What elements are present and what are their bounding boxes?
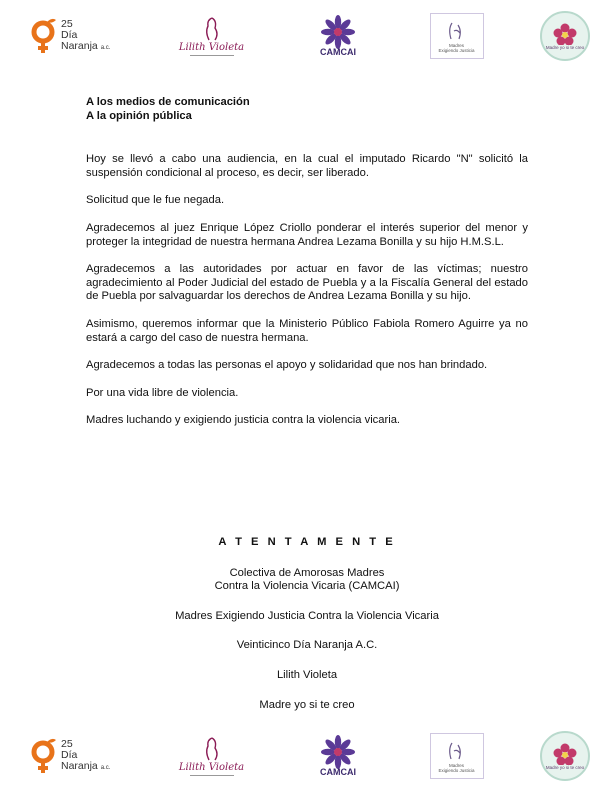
logo-camcai [303,15,373,57]
logo-yosi-caption: Madre yo si te creo [545,764,585,770]
orange-venus-icon [30,17,58,55]
logo-madres-caption-1: Madres [448,43,464,48]
logo-25-naranja: Naranja [61,759,98,772]
logo-madres-caption-2: Exigiendo Justicia [438,48,475,53]
logo-madres-caption-1: Madres [448,763,464,768]
logo-lilith-underline [190,55,234,56]
logo-madres-exigiendo-justicia [430,13,484,59]
paragraph-slogan: Por una vida libre de violencia. [86,386,239,399]
logo-camcai-name: CAMCAI [320,47,356,57]
header-logos [30,10,590,62]
signatory-25-dia-naranja: Veinticinco Día Naranja A.C. [236,639,378,652]
signatory-camcai-line-1: Colectiva de Amorosas Madres [229,566,385,579]
flower-icon [553,23,577,45]
logo-lilith-script: Lilith Violeta [178,42,245,53]
paragraph-mothers: Madres luchando y exigiendo justicia contra la violencia vicaria. [86,414,401,427]
paragraph-thanks-people: Agradecemos a todas las personas el apoyo y solidaridad que nos han brindado. [86,359,488,372]
signature-block [86,536,528,728]
logo-25-number: 25 [61,17,73,30]
logo-camcai-name: CAMCAI [320,767,356,777]
letter-body [86,96,528,428]
paragraph-thanks-judge: Agradecemos al juez Enrique López Criollo ponderar el interés superior del menor y proteger la integridad de nuestra hermana Andrea Lezama Bonilla y su hijo H.M.S.L. [86,221,528,248]
woman-silhouette-icon [197,736,227,762]
logo-lilith-violeta [177,16,247,56]
logo-25-ac: a.c. [100,764,111,771]
logo-lilith-script: Lilith Violeta [178,762,245,773]
logo-25-number: 25 [61,737,73,750]
paragraph-prosecutor: Asimismo, queremos informar que la Ministerio Público Fabiola Romero Aguirre ya no estará a cargo del caso de nuestra hermana. [86,317,528,344]
logo-lilith-violeta [177,736,247,776]
salutation-media: A los medios de comunicación [86,96,250,108]
logo-yosi-caption: Madre yo si te creo [545,44,585,50]
paragraph-hearing: Hoy se llevó a cabo una audiencia, en la cual el imputado Ricardo "N" solicitó la suspensión condicional al proceso, es decir, ser liberado. [86,153,528,179]
signatory-camcai-line-2: Contra la Violencia Vicaria (CAMCAI) [214,580,400,593]
mother-child-icon [442,739,472,763]
salutation-public: A la opinión pública [86,109,192,122]
signatory-madre-yo-si: Madre yo si te creo [259,698,355,711]
woman-silhouette-icon [197,16,227,42]
logo-lilith-underline [190,775,234,776]
logo-25-naranja: Naranja [61,39,98,52]
logo-25-dia: Día [61,748,78,761]
logo-camcai [303,735,373,777]
mandala-flower-icon [320,15,356,49]
signatory-madres-exigiendo: Madres Exigiendo Justicia Contra la Violencia Vicaria [175,609,439,622]
mandala-flower-icon [320,735,356,769]
flower-icon [553,743,577,765]
logo-madres-caption-2: Exigiendo Justicia [438,768,475,773]
logo-madre-yo-si-te-creo [540,731,590,781]
paragraph-thanks-authorities: Agradecemos a las autoridades por actuar en favor de las víctimas; nuestro agradecimiento al Poder Judicial del estado de Puebla y a la Fiscalía General del estado de Puebla por salvaguardar los derechos de Andrea Lezama Bonilla y su hijo. [86,263,528,303]
logo-25-ac: a.c. [100,44,111,51]
logo-madre-yo-si-te-creo [540,11,590,61]
logo-25-dia-naranja [30,737,120,775]
signatory-lilith-violeta: Lilith Violeta [276,668,338,681]
atentamente-heading: A T E N T A M E N T E [218,536,396,548]
orange-venus-icon [30,737,58,775]
logo-25-dia: Día [61,28,78,41]
logo-25-dia-naranja [30,17,120,55]
paragraph-denied: Solicitud que le fue negada. [86,194,225,207]
mother-child-icon [442,19,472,43]
footer-logos [30,730,590,782]
logo-madres-exigiendo-justicia [430,733,484,779]
